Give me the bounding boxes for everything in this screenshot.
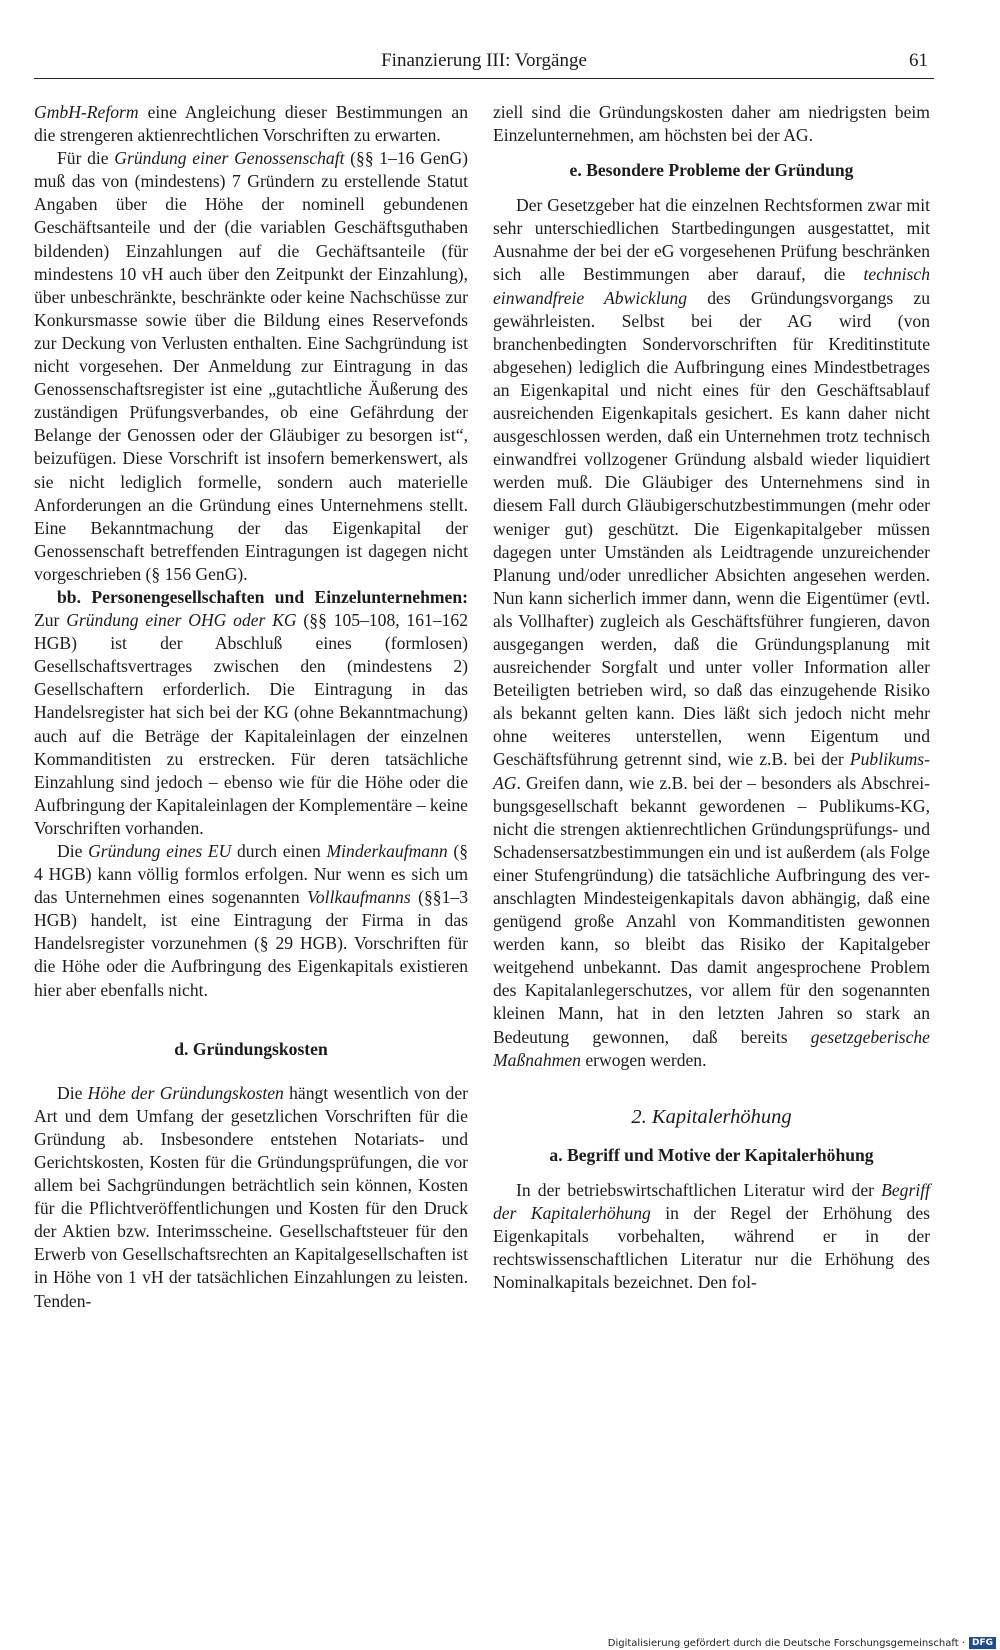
digitization-footer <box>608 1636 996 1650</box>
paragraph: Der Gesetzgeber hat die einzelnen Rechtsformen zwar mit sehr unterschiedlichen Startbedingungen ausgestattet, mit Ausnahme der bei der eG vorgesehenen Prüfung beschränken sich alle Bestimmungen aber darauf, die technisch einwandfreie Abwicklung des Gründungsvorgangs zu gewährleisten. Selbst bei der AG wird (von branchenbedingten Sondervorschriften für Kreditinstitute abgesehen) lediglich die Aufbringung eines Mindestbetrages an Eigenkapital und nicht eines für den Geschäftsablauf ausreichenden Eigenkapitals gesichert. Es kann daher nicht ausgeschlossen werden, daß ein Unternehmen trotz technisch einwandfrei vollzogener Gründung alsbald wieder liquidiert werden muß. Die Gläubiger des Unternehmens sind in diesem Fall durch Gläubigerschutzbestimmungen (mehr oder weniger gut) geschützt. Die Eigenkapitalgeber müssen dagegen unter Umständen als Leidtragende unzureichender Planung und/oder unredlicher Absichten angesehen werden. Nun kann sicherlich immer dann, wenn die Eigentümer (evtl. als Vollhafter) zugleich als Geschäftsführer fungieren, davon ausgegangen werden, daß die Gründungsplanung mit ausreichender Sorgfalt und unter voller Information aller Beteiligten betrieben wird, so daß das einzugehende Risiko als bekannt gelten kann. Dies läßt sich jedoch nicht mehr ohne weiteres unterstellen, wenn Eigentum und Geschäftsführung getrennt sind, wie z.B. bei der Publikums-AG. Greifen dann, wie z.B. bei der – besonders als Abschreibungsgesellschaft bekannt gewordenen – Publikums-KG, nicht die strengen aktienrechtlichen Gründungsprüfungs- und Schadensersatzbestimmungen ein und ist außerdem (als Folge einer Stufengründung) die tatsächliche Aufbringung des veranschlagten Mindesteigenkapitals davon abhängig, daß eine genügend große Anzahl von Kommanditisten gewonnen werden kann, so bleibt das Risiko der Kapitalgeber weitgehend unbekannt. Das damit angesprochene Problem des Kapitalanlegerschutzes, vor allem für den sogenannten kleinen Mann, hat in den letzten Jahren so stark an Bedeutung gewonnen, daß bereits gesetzgeberische Maßnahmen erwogen werden. <box>493 195 930 1070</box>
paragraph: Die Höhe der Gründungskosten hängt wesentlich von der Art und dem Umfang der gesetzlichen Vorschriften für die Gründung ab. Insbesondere entstehen Notariats- und Gerichtskosten, Kosten für die Gründungsprüfungen, die vor allem bei Sachgründungen beträchtlich sein können, Kosten für die Pflichtveröffentlichungen und Kosten für den Druck der Aktien bzw. Interimsscheine. Gesellschaftsteuer für den Erwerb von Gesellschaftsrechten an Kapitalgesellschaften ist in Höhe von 1 vH der tatsächlichen Einzahlungen zu leisten. Tenden- <box>34 1082 468 1311</box>
chapter-heading: 2. Kapitalerhöhung <box>631 1105 792 1128</box>
left-column <box>34 101 468 1313</box>
running-header <box>34 50 934 79</box>
right-column <box>493 101 930 1294</box>
running-title: Finanzierung III: Vorgänge <box>381 50 587 71</box>
paragraph: bb. Personengesellschaften und Einzelunternehmen: Zur Gründung einer OHG oder KG (§§ 105–108, 161–162 HGB) ist der Abschluß eines (formlosen) Gesellschaftsvertrages zwischen den (mindestens 2) Gesellschaftern erforderlich. Die Eintragung in das Handelsregister hat sich bei der KG (ohne Bekanntmachung) auch auf die Beträge der Kapitaleinlagen der einzelnen Kommanditisten zu erstrecken. Für deren tatsächliche Einzahlung sind jedoch – ebenso wie für die Höhe oder die Aufbringung der Kapitaleinlagen der Komplementäre – keine Vorschriften vorhanden. <box>34 586 469 838</box>
dfg-logo: DFG <box>969 1637 996 1649</box>
footer-text: Digitalisierung gefördert durch die Deutsche Forschungsgemeinschaft · <box>607 1637 965 1649</box>
section-heading: a. Begriff und Motive der Kapitalerhöhung <box>549 1144 874 1165</box>
paragraph: In der betriebswirtschaftlichen Literatur wird der Begriff der Kapitalerhöhung in der Regel der Erhöhung des Eigenkapitals vorbehalten, während er in der rechtswissenschaftlichen Literatur nur die Erhöhung des Nominalkapitals bezeichnet. Den fol- <box>493 1179 930 1293</box>
section-heading: e. Besondere Probleme der Gründung <box>569 160 854 181</box>
paragraph: ziell sind die Gründungskosten daher am niedrigsten beim Einzelunternehmen, am höchsten bei der AG. <box>493 102 930 146</box>
paragraph: Die Gründung eines EU durch einen Minderkaufmann (§ 4 HGB) kann völlig formlos erfolgen. Nur wenn es sich um das Unternehmen eines sogenannten Vollkaufmanns (§§1–3 HGB) handelt, ist eine Eintragung der Firma in das Handelsregister vorzunehmen (§ 29 HGB). Vorschriften für die Höhe oder die Aufbringung des Eigenkapitals existieren hier aber ebenfalls nicht. <box>34 841 469 1000</box>
paragraph: GmbH-Reform eine Angleichung dieser Bestimmungen an die strengeren aktienrechtlichen Vorschriften zu erwarten. <box>34 102 468 146</box>
section-heading: d. Gründungskosten <box>174 1038 328 1059</box>
paragraph: Für die Gründung einer Genossenschaft (§§ 1–16 GenG) muß das von (mindestens) 7 Gründern zu erstellende Statut Angaben über die Höhe der nominell gebundenen Geschäftsanteile und der (die variablen Geschäftsguthaben bildenden) Einzahlungen auf die Gechäftsanteile (für mindestens 10 vH auch über den Zeitpunkt der Einzahlung), über unbeschränkte, beschränkte oder keine Nachschüsse zur Konkursmasse sowie über die Bildung eines Reservefonds zur Deckung von Verlusten enthalten. Eine Sachgründung ist nicht vorgesehen. Der Anmeldung zur Eintragung in das Genossenschaftsregister ist eine „gutachtliche Äußerung des zuständigen Prüfungsverbandes, ob eine Gefährdung der Belange der Genossen oder der Gläubiger zu besorgen ist“, beizufügen. Diese Vorschrift ist insofern bemerkenswert, als sie nicht lediglich formelle, sondern auch materielle Anforderungen an die Gründung eines Unternehmens stellt. Eine Bekanntmachung der das Eigenkapital der Genossenschaft betreffenden Eintragungen ist dagegen nicht vorgeschrieben (§ 156 GenG). <box>34 148 469 584</box>
page-number: 61 <box>909 50 928 71</box>
